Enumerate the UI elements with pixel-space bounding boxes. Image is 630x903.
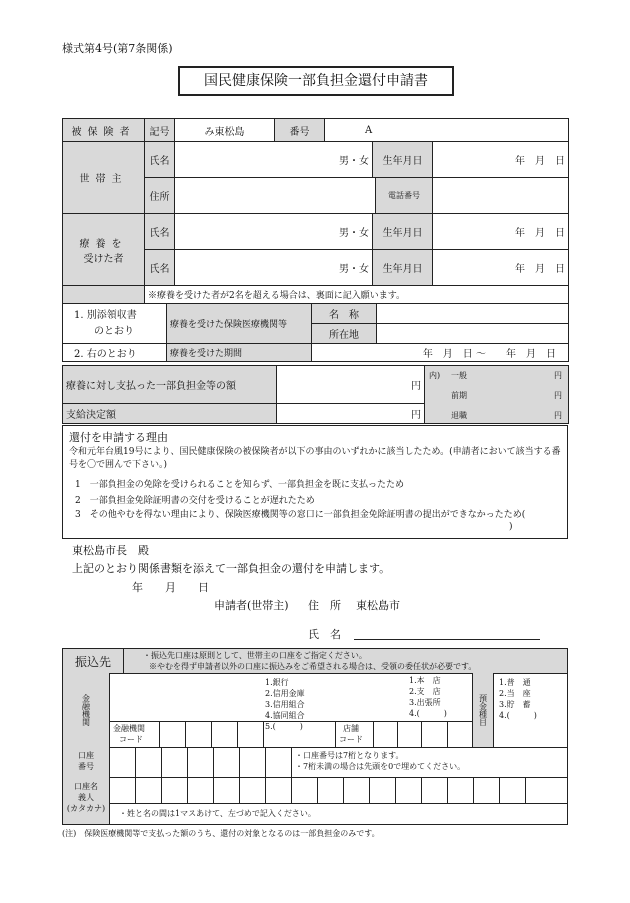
treated-label: 療養を 受けた者 <box>63 214 145 286</box>
householder-address-field[interactable] <box>175 178 433 214</box>
facility-name-label: 名 称 <box>312 304 377 324</box>
reason-intro: 令和元年台風19号により、国民健康保険の被保険者が以下の事由のいずれかに該当したため。(申請者において該当する番号を〇で囲んで下さい。) <box>69 447 561 470</box>
applicant-table <box>62 118 569 304</box>
addressee: 東松島市長 殿 <box>72 544 149 557</box>
number-value[interactable]: A <box>325 119 569 142</box>
deposit-type-options[interactable]: 1.普 通 2.当 座 3.貯 蓄 4.( ) <box>499 678 537 720</box>
footnote: (注) 保険医療機関等で支払った額のうち、還付の対象となるのは一部負担金のみです。 <box>62 829 380 838</box>
symbol-value[interactable]: み東松島 <box>175 119 275 142</box>
form-title: 国民健康保険一部負担金還付申請書 <box>178 66 454 96</box>
applicant-address-value[interactable]: 東松島市 <box>356 599 400 612</box>
holder-label: 口座名 義人 (カタカナ) <box>63 777 110 824</box>
treated-name-label-2: 氏名 <box>145 250 175 286</box>
statement: 上記のとおり関係書類を添えて一部負担金の還付を申請します。 <box>72 562 391 575</box>
facility-address-label: 所在地 <box>312 324 377 344</box>
phone-field[interactable] <box>433 178 569 214</box>
facility-address-field[interactable] <box>377 324 569 344</box>
facility-label: 療養を受けた保険医療機関等 <box>167 304 312 344</box>
application-date[interactable]: 年 月 日 <box>132 581 209 594</box>
reason-box <box>62 425 568 539</box>
insured-label: 被保険者 <box>63 119 145 142</box>
symbol-label: 記号 <box>145 119 175 142</box>
phone-label: 電話番号 <box>375 178 432 213</box>
transfer-title: 振込先 <box>75 655 112 669</box>
breakdown: 内) 一般 円 前期 円 退職 円 <box>425 366 569 424</box>
treated-name-label-1: 氏名 <box>145 214 175 250</box>
applicant-name-line[interactable] <box>354 639 540 640</box>
householder-label: 世帯主 <box>63 142 145 214</box>
decided-amount[interactable]: 円 <box>277 404 425 424</box>
householder-birth-date[interactable]: 年 月 日 <box>433 142 569 178</box>
transfer-note-1: ・振込先口座は原則として、世帯主の口座をご指定ください。 <box>143 651 367 660</box>
option-2[interactable]: 2. 右のとおり <box>63 344 167 362</box>
treated-birth-label-1: 生年月日 <box>373 214 433 250</box>
paid-amount[interactable]: 円 <box>277 366 425 404</box>
period-value[interactable]: 年 月 日 〜 年 月 日 <box>312 344 569 362</box>
treated-gender-1[interactable]: 男・女 <box>175 214 373 250</box>
payment-table <box>62 365 569 424</box>
decided-label: 支給決定額 <box>63 404 277 424</box>
account-label: 口座 番号 <box>63 747 110 777</box>
bank-code-label: 金融機関 コード <box>113 724 145 744</box>
paid-label: 療養に対し支払った一部負担金等の額 <box>63 366 277 404</box>
period-label: 療養を受けた期間 <box>167 344 312 362</box>
householder-birth-label: 生年月日 <box>373 142 433 178</box>
reason-item-3[interactable]: 3 その他やむを得ない理由により、保険医療機関等の窓口に一部負担金免除証明書の提出ができなかったため( <box>75 510 526 520</box>
householder-name-label: 氏名 <box>145 142 175 178</box>
holder-note: ・姓と名の間は1マスあけて、左づめで記入ください。 <box>119 809 316 818</box>
treated-note: ※療養を受けた者が2名を超える場合は、裏面に記入願います。 <box>145 286 569 304</box>
bank-type-options[interactable]: 1.銀行 2.信用金庫 3.信用組合 4.協同組合 5.( ) <box>265 678 305 731</box>
branch-type-options[interactable]: 1.本 店 2.支 店 3.出張所 4.( ) <box>409 676 447 718</box>
branch-code-label: 店舗 コード <box>339 724 363 744</box>
reason-item-3-close: ) <box>509 522 513 532</box>
institution-table <box>62 303 569 362</box>
bank-label: 金融機関 <box>63 673 110 748</box>
householder-address-label: 住所 <box>145 178 175 214</box>
treated-birth-label-2: 生年月日 <box>373 250 433 286</box>
treated-birth-date-1[interactable]: 年 月 日 <box>433 214 569 250</box>
reason-item-2[interactable]: 2 一部負担金免除証明書の交付を受けることが遅れたため <box>75 496 315 506</box>
treated-birth-date-2[interactable]: 年 月 日 <box>433 250 569 286</box>
reason-item-1[interactable]: 1 一部負担金の免除を受けられることを知らず、一部負担金を既に支払ったため <box>75 480 405 490</box>
applicant-address-label: 住 所 <box>308 599 341 612</box>
account-notes: ・口座番号は7桁となります。 ・7桁未満の場合は先頭を0で埋めてください。 <box>295 751 466 771</box>
applicant-label: 申請者(世帯主) <box>214 599 289 612</box>
form-number: 様式第4号(第7条関係) <box>62 42 173 55</box>
transfer-note-2: ※やむを得ず申請者以外の口座に振込みをご希望される場合は、受領の委任状が必要です。 <box>149 662 477 671</box>
facility-name-field[interactable] <box>377 304 569 324</box>
number-label: 番号 <box>275 119 325 142</box>
householder-gender[interactable]: 男・女 <box>175 142 373 178</box>
reason-title: 還付を申請する理由 <box>69 431 168 444</box>
treated-gender-2[interactable]: 男・女 <box>175 250 373 286</box>
institution-options[interactable]: 1. 別添領収書 のとおり <box>63 304 167 344</box>
applicant-name-label: 氏 名 <box>308 628 341 641</box>
deposit-label: 預金種目 <box>472 673 494 748</box>
transfer-box <box>62 648 568 825</box>
